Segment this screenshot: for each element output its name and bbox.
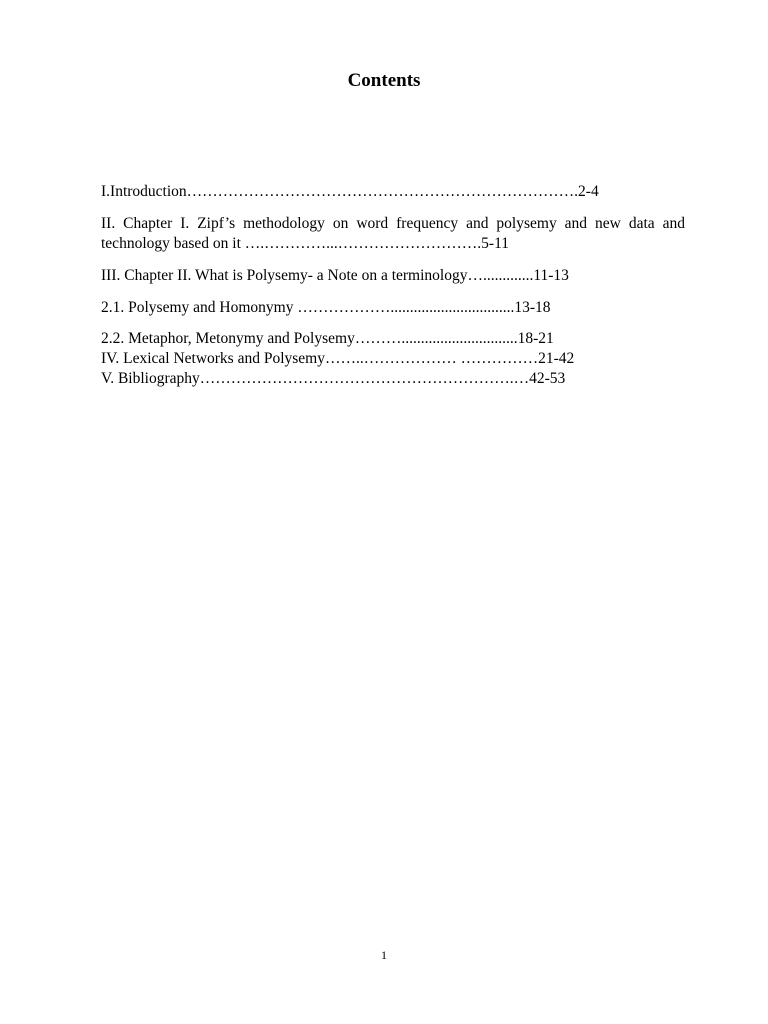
toc-entry-lexical-networks: IV. Lexical Networks and Polysemy……..……………… ……………21-42 <box>101 350 575 367</box>
toc-entry-chapter-1: II. Chapter I. Zipf’s methodology on word frequency and polysemy and new data and technology based on it ….…………...……………………….5-11 <box>101 215 685 252</box>
toc-entry-section-2-2: 2.2. Metaphor, Metonymy and Polysemy………..............................18-21 <box>101 330 554 347</box>
page-number: 1 <box>381 948 387 962</box>
toc-entry-section-2-1: 2.1. Polysemy and Homonymy ………………................................13-18 <box>101 299 551 316</box>
toc-entry-introduction: I.Introduction………………………………………………………………….2-4 <box>101 183 599 200</box>
page-title: Contents <box>347 70 421 91</box>
toc-entry-bibliography: V. Bibliography…………………………………………………….…42-53 <box>101 370 566 387</box>
toc-entry-chapter-2: III. Chapter II. What is Polysemy- a Note on a terminology….............11-13 <box>101 267 569 284</box>
table-of-contents <box>101 182 685 389</box>
